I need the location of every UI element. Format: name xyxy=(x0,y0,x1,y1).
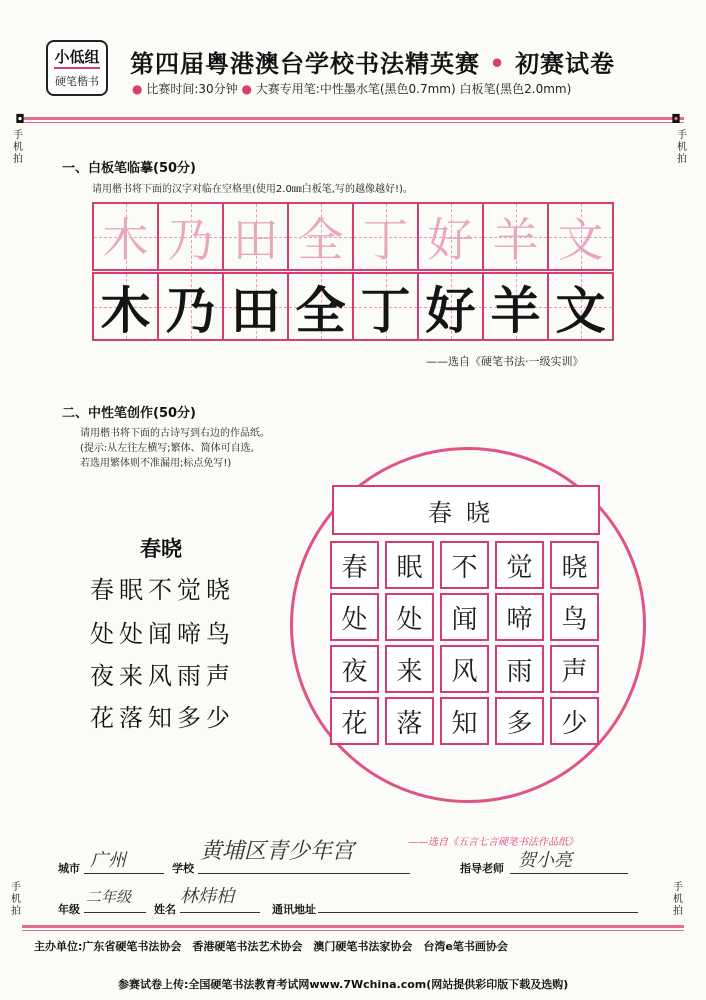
work-char: 眠 xyxy=(396,552,423,583)
work-cell xyxy=(330,645,379,693)
city-field-line[interactable] xyxy=(84,873,164,874)
copy-cell xyxy=(419,274,484,339)
teacher-field-line[interactable] xyxy=(510,873,628,874)
grade-field[interactable]: 二年级 xyxy=(86,888,132,906)
work-cell xyxy=(330,697,379,745)
model-cell xyxy=(224,204,289,269)
work-char: 声 xyxy=(561,656,588,687)
work-cell xyxy=(495,645,544,693)
model-char: 田 xyxy=(232,212,279,267)
time-info: 比赛时间:30分钟 xyxy=(146,82,238,96)
name-field[interactable]: 林炜柏 xyxy=(180,886,234,907)
right-top-camera-marker xyxy=(666,113,686,125)
work-char: 不 xyxy=(451,552,478,583)
poem-title: 春晓 xyxy=(140,536,182,561)
poem-line: 花落知多少 xyxy=(90,704,235,732)
work-cell xyxy=(385,697,434,745)
address-field-line[interactable] xyxy=(318,912,638,913)
copy-cell xyxy=(94,274,159,339)
city-field[interactable]: 广州 xyxy=(90,850,126,871)
copy-cell xyxy=(484,274,549,339)
model-char: 木 xyxy=(102,212,149,267)
title-dot: • xyxy=(489,49,506,78)
section2-instruction-2: (提示:从左往左横写;繁体、简体可自选, xyxy=(80,443,254,454)
copy-char: 全 xyxy=(295,280,346,340)
exam-info xyxy=(132,80,571,97)
title-suffix: 初赛试卷 xyxy=(515,49,616,78)
work-char: 雨 xyxy=(506,656,533,687)
copy-char: 文 xyxy=(555,280,606,340)
copy-cell xyxy=(289,274,354,339)
copy-cell xyxy=(224,274,289,339)
work-cell xyxy=(495,697,544,745)
model-char: 全 xyxy=(297,212,344,267)
model-cell xyxy=(289,204,354,269)
school-label: 学校 xyxy=(172,862,194,875)
work-title: 春晓 xyxy=(428,498,504,527)
work-char: 知 xyxy=(451,708,478,739)
copy-cell xyxy=(159,274,224,339)
copy-char: 好 xyxy=(425,280,476,340)
section2-source: ——选自《五言七言硬笔书法作品纸》 xyxy=(408,837,578,848)
work-cell xyxy=(385,593,434,641)
work-cell xyxy=(440,593,489,641)
work-cell xyxy=(550,541,599,589)
work-char: 觉 xyxy=(506,552,533,583)
section1-source: ——选自《硬笔书法·一级实训》 xyxy=(426,355,584,368)
copy-char: 木 xyxy=(100,280,151,340)
organizers: 主办单位:广东省硬笔书法协会 香港硬笔书法艺术协会 澳门硬笔书法家协会 台湾e笔书画协会 xyxy=(34,940,508,953)
work-char: 多 xyxy=(506,708,533,739)
work-cell xyxy=(550,645,599,693)
right-bottom-camera-label: 手机拍 xyxy=(673,882,683,917)
model-char: 羊 xyxy=(492,212,539,267)
model-char: 丁 xyxy=(362,212,409,267)
work-cell xyxy=(440,645,489,693)
model-char: 文 xyxy=(557,212,604,267)
work-char: 来 xyxy=(396,656,423,687)
work-char: 少 xyxy=(561,708,588,739)
work-char: 花 xyxy=(341,708,368,739)
work-char: 风 xyxy=(451,656,478,687)
work-title-box xyxy=(332,485,600,535)
title-main: 第四届粤港澳台学校书法精英赛 xyxy=(130,49,480,78)
left-bottom-camera-label: 手机拍 xyxy=(11,882,21,917)
model-char: 乃 xyxy=(167,212,214,267)
poem-line: 夜来风雨声 xyxy=(90,662,235,690)
bullet-icon: ● xyxy=(132,82,143,96)
work-char: 落 xyxy=(396,708,423,739)
section2-heading: 二、中性笔创作(50分) xyxy=(62,406,196,421)
copy-char: 乃 xyxy=(165,280,216,340)
work-cell xyxy=(385,645,434,693)
name-label: 姓名 xyxy=(154,903,176,916)
copy-cell xyxy=(354,274,419,339)
work-row xyxy=(330,697,605,745)
left-top-camera-marker xyxy=(10,113,30,125)
grade-label: 年级 xyxy=(58,903,80,916)
copy-char: 羊 xyxy=(490,280,541,340)
copy-cell xyxy=(549,274,614,339)
group-name: 小低组 xyxy=(54,48,100,66)
model-cell xyxy=(549,204,614,269)
group-category: 硬笔楷书 xyxy=(55,75,99,88)
left-top-camera-label: 手机拍 xyxy=(13,130,23,165)
work-cell xyxy=(330,541,379,589)
school-field-line[interactable] xyxy=(198,873,410,874)
work-char: 鸟 xyxy=(561,604,588,635)
section1-instruction: 请用楷书将下面的汉字对临在空格里(使用2.0㎜白板笔,写的越像越好!)。 xyxy=(92,184,413,195)
work-char: 夜 xyxy=(341,656,368,687)
model-grid xyxy=(92,202,614,271)
group-badge xyxy=(46,40,108,96)
model-cell xyxy=(159,204,224,269)
model-cell xyxy=(419,204,484,269)
model-cell xyxy=(94,204,159,269)
section2-instruction-1: 请用楷书将下面的古诗写到右边的作品纸。 xyxy=(80,428,270,439)
teacher-field[interactable]: 贺小亮 xyxy=(518,850,572,871)
work-cell xyxy=(330,593,379,641)
group-badge-divider xyxy=(54,67,100,69)
upload-info: 参赛试卷上传:全国硬笔书法教育考试网www.7Wchina.com(网站提供彩印版下载及选购) xyxy=(118,978,569,991)
section2-instruction-3: 若选用繁体则不准漏用;标点免写!) xyxy=(80,458,232,469)
header-divider-thin xyxy=(22,122,684,123)
name-field-line[interactable] xyxy=(180,912,260,913)
model-cell xyxy=(484,204,549,269)
work-row xyxy=(330,645,605,693)
page-title xyxy=(130,44,615,79)
city-label: 城市 xyxy=(58,862,80,875)
school-field[interactable]: 黄埔区青少年宫 xyxy=(200,839,355,864)
work-char: 处 xyxy=(341,604,368,635)
copy-char: 田 xyxy=(230,280,281,340)
work-cell xyxy=(440,541,489,589)
footer-divider xyxy=(22,925,684,928)
work-char: 闻 xyxy=(451,604,478,635)
footer-divider-thin xyxy=(22,930,684,931)
work-cell xyxy=(550,697,599,745)
poem-line: 处处闻啼鸟 xyxy=(90,620,235,648)
work-char: 啼 xyxy=(506,604,533,635)
model-char: 好 xyxy=(427,212,474,267)
grade-field-line[interactable] xyxy=(84,912,146,913)
poem-line: 春眠不觉晓 xyxy=(90,576,235,604)
work-cell xyxy=(550,593,599,641)
model-cell xyxy=(354,204,419,269)
camera-icon: ◘ xyxy=(671,112,681,126)
work-char: 处 xyxy=(396,604,423,635)
address-label: 通讯地址 xyxy=(272,903,316,916)
teacher-label: 指导老师 xyxy=(460,862,504,875)
copy-char: 丁 xyxy=(360,280,411,340)
section1-heading: 一、白板笔临摹(50分) xyxy=(62,161,196,176)
camera-icon: ◘ xyxy=(15,112,25,126)
copy-grid xyxy=(92,272,614,341)
work-cell xyxy=(495,593,544,641)
work-char: 春 xyxy=(341,552,368,583)
work-cell xyxy=(495,541,544,589)
bullet-icon: ● xyxy=(241,82,252,96)
work-grid xyxy=(330,541,605,749)
work-cell xyxy=(385,541,434,589)
work-row xyxy=(330,541,605,589)
header-divider xyxy=(22,117,684,120)
right-top-camera-label: 手机拍 xyxy=(677,130,687,165)
work-cell xyxy=(440,697,489,745)
work-char: 晓 xyxy=(561,552,588,583)
pen-info: 大赛专用笔:中性墨水笔(黑色0.7mm) 白板笔(黑色2.0mm) xyxy=(255,82,572,96)
work-row xyxy=(330,593,605,641)
